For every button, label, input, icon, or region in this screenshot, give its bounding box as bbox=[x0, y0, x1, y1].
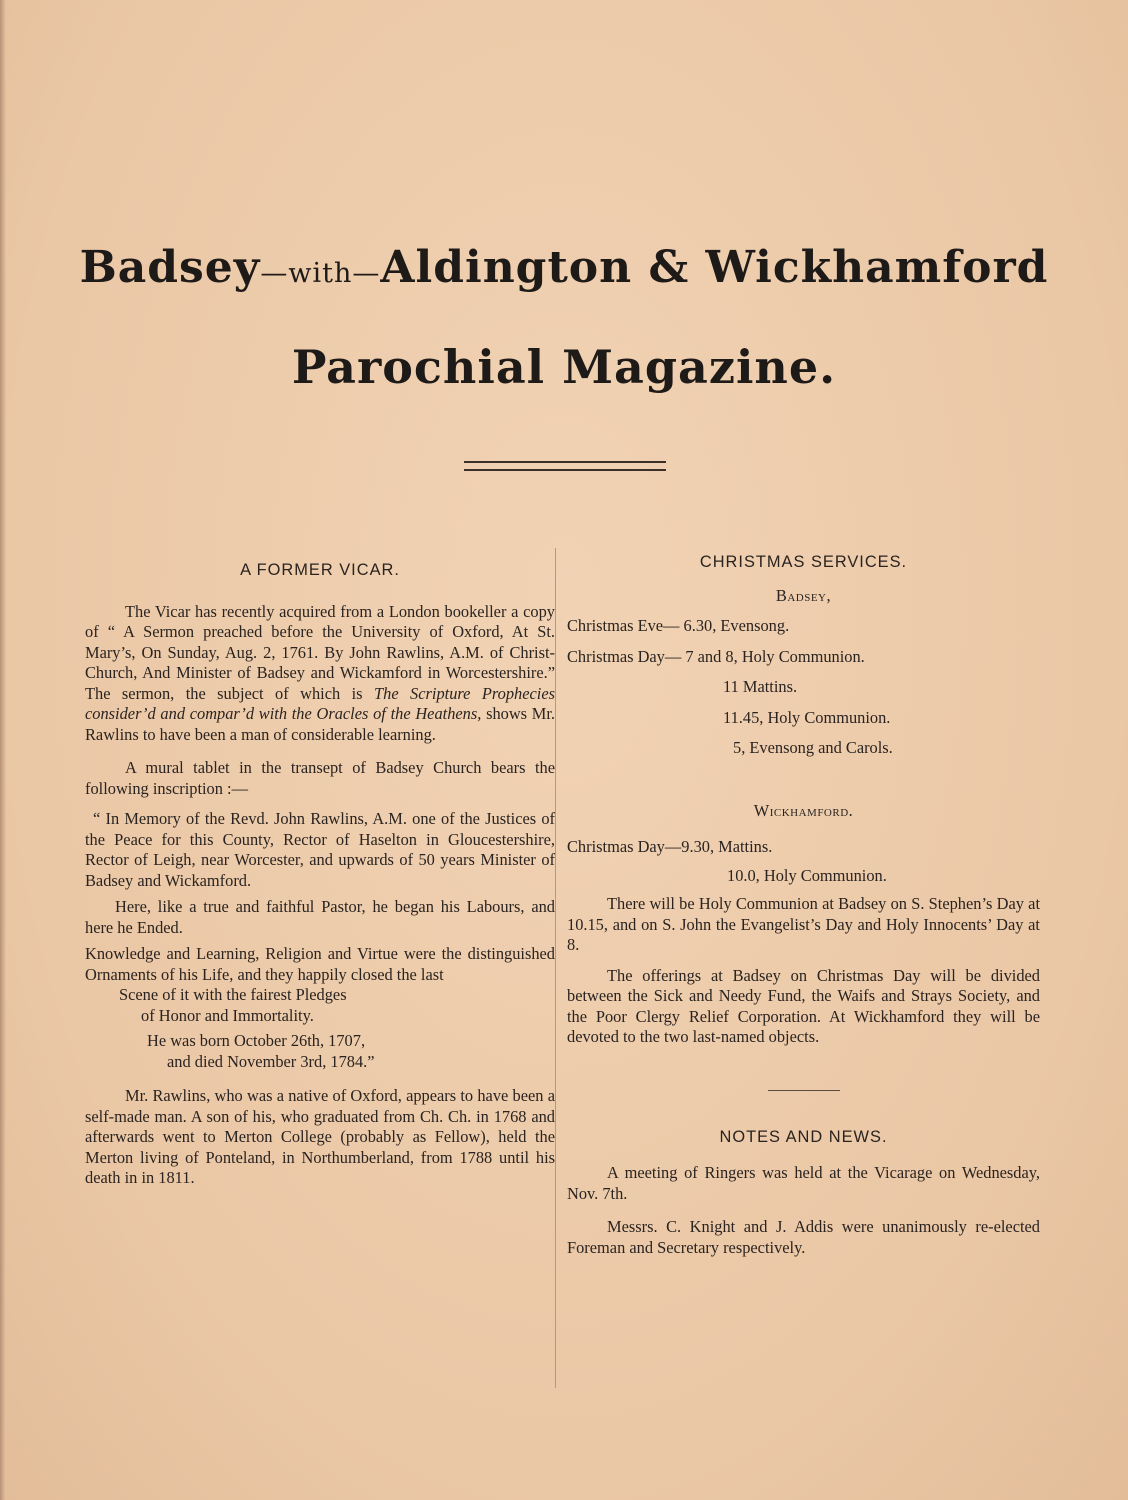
christmas-paragraph-2: The offerings at Badsey on Christmas Day will be divided between the Sick and Needy Fund, the Waifs and Strays Society, and the Poor Clergy Relief Corporation. At Wickhamford they will be devoted to the two last-named objects. bbox=[567, 965, 1040, 1046]
masthead-aldington: Aldington bbox=[380, 242, 633, 293]
christmas-heading: CHRISTMAS SERVICES. bbox=[699, 553, 908, 571]
inscription-2: Here, like a true and faithful Pastor, he began his Labours, and here he Ended. bbox=[85, 897, 555, 937]
sermon-title-italic: The Scripture Prophecies consider’d and compar’d with the Oracles of the Heathens, bbox=[85, 683, 555, 723]
notes-paragraph-2: Messrs. C. Knight and J. Addis were unanimously re-elected Foreman and Secretary respectively. bbox=[567, 1217, 1040, 1257]
wickhamford-subheading: Wickhamford. bbox=[753, 800, 854, 820]
page-edge bbox=[0, 0, 6, 1500]
former-vicar-paragraph-3: Mr. Rawlins, who was a native of Oxford, appears to have been a self-made man. A son of his, who graduated from Ch. Ch. in 1768 and afterwards went to Merton College (probably as Fellow), held the Merton living of Ponteland, in Northumberland, from 1788 until his death in in 1811. bbox=[85, 1086, 555, 1187]
column-divider bbox=[555, 548, 556, 1388]
masthead-title: Badsey—with—Aldington & Wickhamford bbox=[79, 242, 1049, 293]
column-right bbox=[567, 552, 1040, 1258]
former-vicar-paragraph-1: The Vicar has recently acquired from a London bookeller a copy of “ A Sermon preached before the University of Oxford, At St. Mary’s, On Sunday, Aug. 2, 1761. By John Rawlins, A.M. of Christ-Church, And Minister of Badsey and Wickamford in Worcestershire.” The sermon, the subject of which is The Scripture Prophecies consider’d and compar’d with the Oracles of the Heathens, shows Mr. Rawlins to have been a man of considerable learning. bbox=[85, 601, 556, 744]
service-evensong-carols: 5, Evensong and Carols. bbox=[733, 738, 893, 757]
former-vicar-heading: A FORMER VICAR. bbox=[240, 561, 400, 579]
inscription-3: Knowledge and Learning, Religion and Virtue were the distinguished Ornaments of his Life, and they happily closed the last bbox=[85, 944, 555, 984]
masthead-with: with bbox=[288, 258, 353, 289]
inscription-3b: Scene of it with the fairest Pledges bbox=[119, 985, 347, 1004]
notes-paragraph-1: A meeting of Ringers was held at the Vicarage on Wednesday, Nov. 7th. bbox=[567, 1163, 1040, 1203]
inscription-1: “ In Memory of the Revd. John Rawlins, A.M. one of the Justices of the Peace for this County, Rector of Haselton in Gloucestershire, Rector of Leigh, near Worcester, and upwards of 50 years Minister of Badsey and Wickamford. bbox=[85, 809, 555, 890]
service-mattins: 11 Mattins. bbox=[723, 677, 798, 696]
inscription-3c: of Honor and Immortality. bbox=[141, 1005, 314, 1025]
wickhamford-mattins: Christmas Day—9.30, Mattins. bbox=[567, 837, 773, 856]
christmas-paragraph-1: There will be Holy Communion at Badsey on S. Stephen’s Day at 10.15, and on S. John the Evangelist’s Day and Holy Innocents’ Day at 8. bbox=[567, 894, 1040, 954]
former-vicar-paragraph-2: A mural tablet in the transept of Badsey Church bears the following inscription :— bbox=[85, 758, 555, 798]
masthead-wickhamford: Wickhamford bbox=[705, 242, 1049, 293]
notes-heading: NOTES AND NEWS. bbox=[719, 1127, 888, 1146]
masthead-subtitle: Parochial Magazine. bbox=[291, 340, 837, 394]
column-left bbox=[85, 560, 555, 1189]
title-double-rule bbox=[464, 461, 666, 471]
wickhamford-communion: 10.0, Holy Communion. bbox=[727, 865, 887, 885]
service-holy-communion: 11.45, Holy Communion. bbox=[723, 707, 891, 727]
inscription-4a: He was born October 26th, 1707, bbox=[147, 1031, 366, 1050]
service-christmas-day-1: Christmas Day— 7 and 8, Holy Communion. bbox=[567, 646, 865, 666]
service-christmas-eve: Christmas Eve— 6.30, Evensong. bbox=[567, 616, 790, 635]
masthead-ampersand: & bbox=[648, 242, 690, 293]
badsey-subheading: Badsey, bbox=[775, 585, 832, 605]
inscription-4b: and died November 3rd, 1784.” bbox=[167, 1051, 375, 1071]
masthead-badsey: Badsey bbox=[79, 242, 261, 293]
